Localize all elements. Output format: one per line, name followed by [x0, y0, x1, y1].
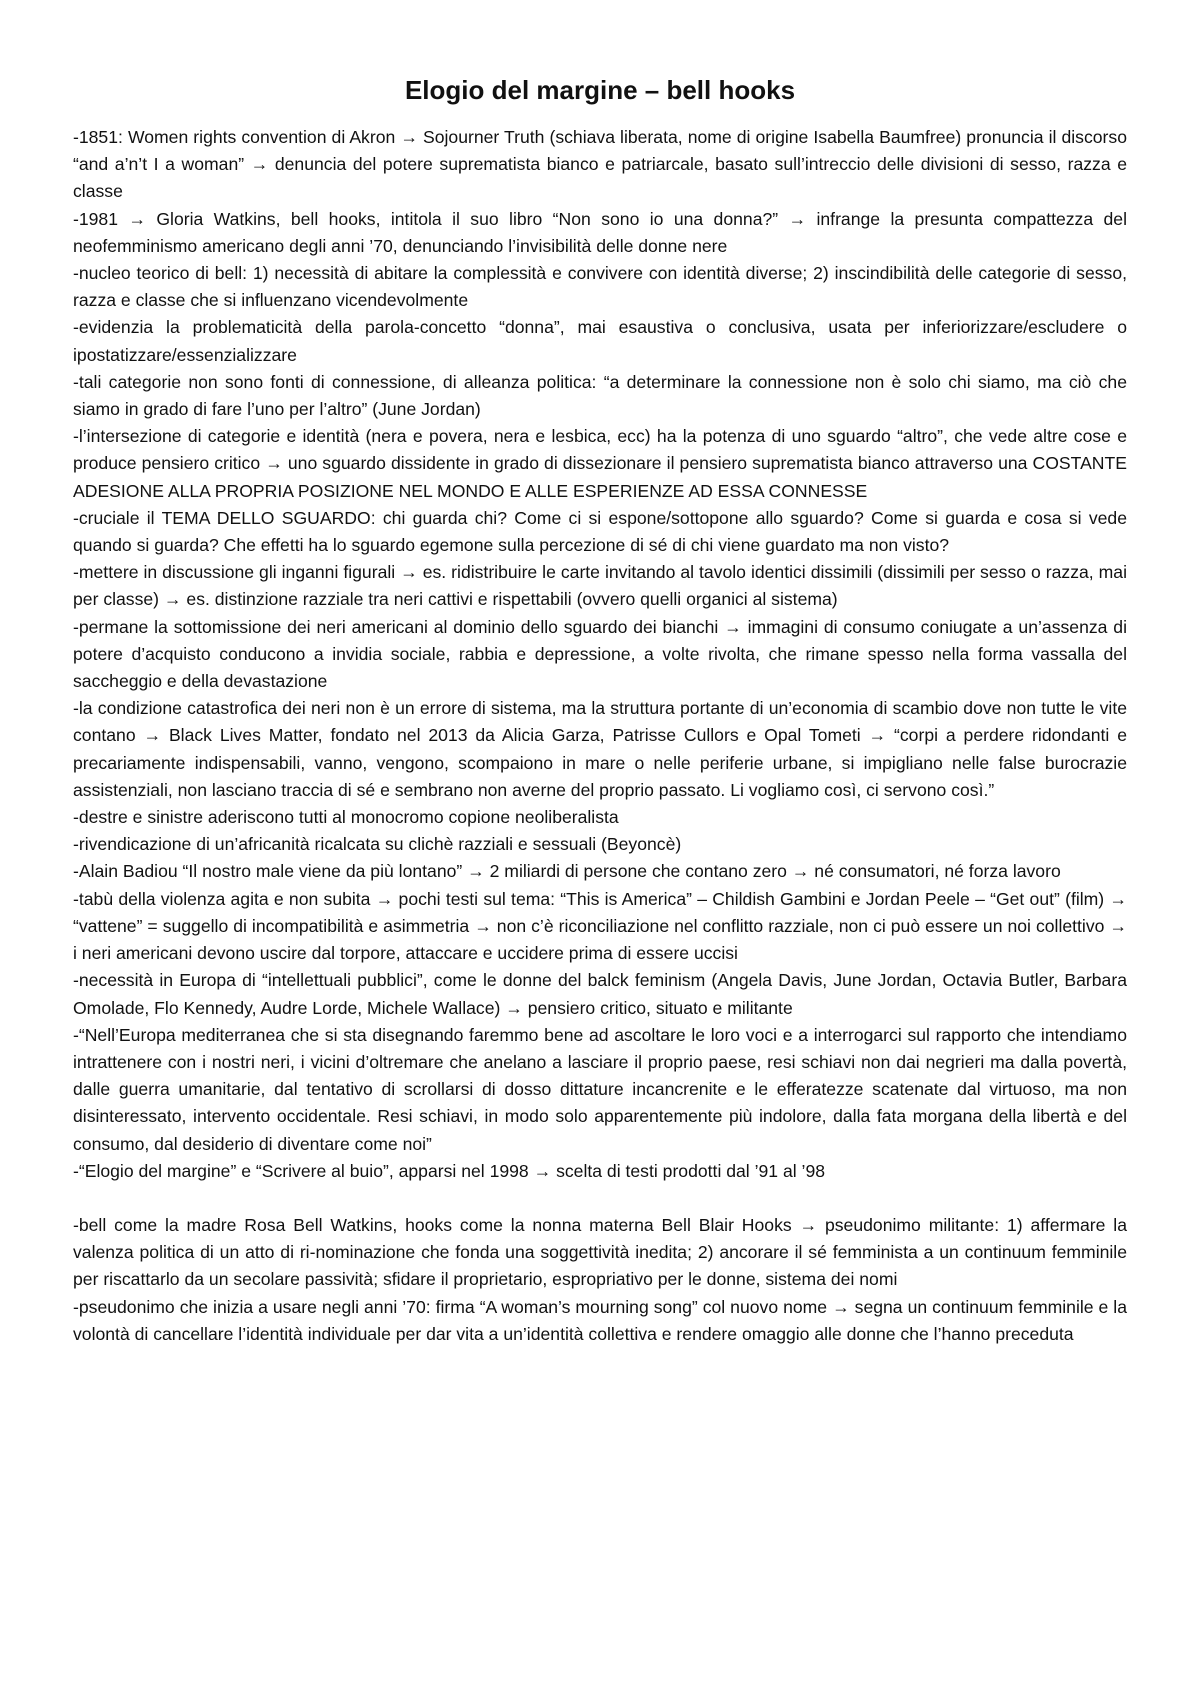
- note-paragraph: -la condizione catastrofica dei neri non è un errore di sistema, ma la struttura portante di un’economia di scambio dove non tutte le vite contano → Black Lives Matter, fondato nel 2013 da Alicia Garza, Patrisse Cullors e Opal Tometi → “corpi a perdere ridondanti e precariamente indispensabili, vanno, vengono, scompaiono in mare o nelle periferie urbane, si impigliano nelle false burocrazie assistenziali, non lasciano traccia di sé e sembrano non averne del proprio passato. Li vogliamo così, ci servono così.”: [73, 698, 1127, 800]
- note-paragraph: -1981 → Gloria Watkins, bell hooks, intitola il suo libro “Non sono io una donna?” → infrange la presunta compattezza del neofemminismo americano degli anni ’70, denunciando l’invisibilità delle donne nere: [73, 208, 1127, 256]
- note-paragraph: -destre e sinistre aderiscono tutti al monocromo copione neoliberalista: [73, 807, 619, 828]
- note-paragraph: -l’intersezione di categorie e identità (nera e povera, nera e lesbica, ecc) ha la potenza di uno sguardo “altro”, che vede altre cose e produce pensiero critico → uno sguardo dissidente in grado di dissezionare il pensiero suprematista bianco attraverso una COSTANTE ADESIONE ALLA PROPRIA POSIZIONE NEL MONDO E ALLE ESPERIENZE AD ESSA CONNESSE: [73, 426, 1127, 501]
- note-paragraph: -nucleo teorico di bell: 1) necessità di abitare la complessità e convivere con identità diverse; 2) inscindibilità delle categorie di sesso, razza e classe che si influenzano vicendevolmente: [73, 263, 1127, 311]
- note-paragraph: -tali categorie non sono fonti di connessione, di alleanza politica: “a determinare la connessione non è solo chi siamo, ma ciò che siamo in grado di fare l’uno per l’altro” (June Jordan): [73, 371, 1127, 420]
- note-paragraph: -cruciale il TEMA DELLO SGUARDO: chi guarda chi? Come ci si espone/sottopone allo sguardo? Come si guarda e cosa si vede quando si guarda? Che effetti ha lo sguardo egemone sulla percezione di sé di chi viene guardato ma non visto?: [73, 507, 1127, 556]
- note-paragraph: -1851: Women rights convention di Akron → Sojourner Truth (schiava liberata, nome di origine Isabella Baumfree) pronuncia il discorso “and a’n’t I a woman” → denuncia del potere suprematista bianco e patriarcale, basato sull’intreccio delle divisioni di sesso, razza e classe: [73, 127, 1127, 202]
- note-paragraph: -“Nell’Europa mediterranea che si sta disegnando faremmo bene ad ascoltare le loro voci e a interrogarci sul rapporto che intendiamo intrattenere con i nostri neri, i vicini d’oltremare che anelano a lasciare il proprio paese, resi schiavi non dai negrieri ma dalla povertà, dalle guerra umanitarie, dal tentativo di scrollarsi di dosso dittature incancrenite e le efferatezze scatenate dal virtuoso, ma non disinteressato, intervento occidentale. Resi schiavi, in modo solo apparentemente più indolore, dalla fata morgana della libertà e del consumo, dal desiderio di diventare come noi”: [73, 1024, 1127, 1154]
- note-paragraph: -evidenzia la problematicità della parola-concetto “donna”, mai esaustiva o conclusiva, usata per inferiorizzare/escludere o ipostatizzare/essenzializzare: [73, 317, 1127, 365]
- note-paragraph: -“Elogio del margine” e “Scrivere al buio”, apparsi nel 1998 → scelta di testi prodotti dal ’91 al ’98: [73, 1160, 826, 1181]
- note-paragraph: -necessità in Europa di “intellettuali pubblici”, come le donne del balck feminism (Angela Davis, June Jordan, Octavia Butler, Barbara Omolade, Flo Kennedy, Audre Lorde, Michele Wallace) → pensiero critico, situato e militante: [73, 970, 1127, 1018]
- note-paragraph: -bell come la madre Rosa Bell Watkins, hooks come la nonna materna Bell Blair Hooks → pseudonimo militante: 1) affermare la valenza politica di un atto di ri-nominazione che fonda una soggettività inedita; 2) ancorare il sé femminista a un continuum femminile per riscattarlo da un secolare passività; sfidare il proprietario, espropriativo per le donne, sistema dei nomi: [73, 1214, 1127, 1290]
- notes-section-1: [73, 124, 1127, 1185]
- notes-section-2: [73, 1212, 1127, 1348]
- note-paragraph: -Alain Badiou “Il nostro male viene da più lontano” → 2 miliardi di persone che contano zero → né consumatori, né forza lavoro: [73, 861, 1061, 882]
- note-paragraph: -tabù della violenza agita e non subita → pochi testi sul tema: “This is America” – Childish Gambini e Jordan Peele – “Get out” (film) → “vattene” = suggello di incompatibilità e asimmetria → non c’è riconciliazione nel conflitto razziale, non ci può essere un noi collettivo → i neri americani devono uscire dal torpore, attaccare e uccidere prima di essere uccisi: [73, 888, 1127, 964]
- document-page: [73, 72, 1127, 1348]
- note-paragraph: -pseudonimo che inizia a usare negli anni ’70: firma “A woman’s mourning song” col nuovo nome → segna un continuum femminile e la volontà di cancellare l’identità individuale per dar vita a un’identità collettiva e rendere omaggio alle donne che l’hanno preceduta: [73, 1296, 1127, 1344]
- section-spacer: [73, 1185, 1127, 1212]
- document-title: Elogio del margine – bell hooks: [404, 75, 796, 105]
- note-paragraph: -mettere in discussione gli inganni figurali → es. ridistribuire le carte invitando al tavolo identici dissimili (dissimili per sesso o razza, mai per classe) → es. distinzione razziale tra neri cattivi e rispettabili (ovvero quelli organici al sistema): [73, 562, 1127, 610]
- note-paragraph: -permane la sottomissione dei neri americani al dominio dello sguardo dei bianchi → immagini di consumo coniugate a un’assenza di potere d’acquisto conducono a invidia sociale, rabbia e depressione, a volte rivolta, che rimane spesso nella forma vassalla del saccheggio e della devastazione: [73, 616, 1127, 692]
- note-paragraph: -rivendicazione di un’africanità ricalcata su clichè razziali e sessuali (Beyoncè): [73, 834, 682, 855]
